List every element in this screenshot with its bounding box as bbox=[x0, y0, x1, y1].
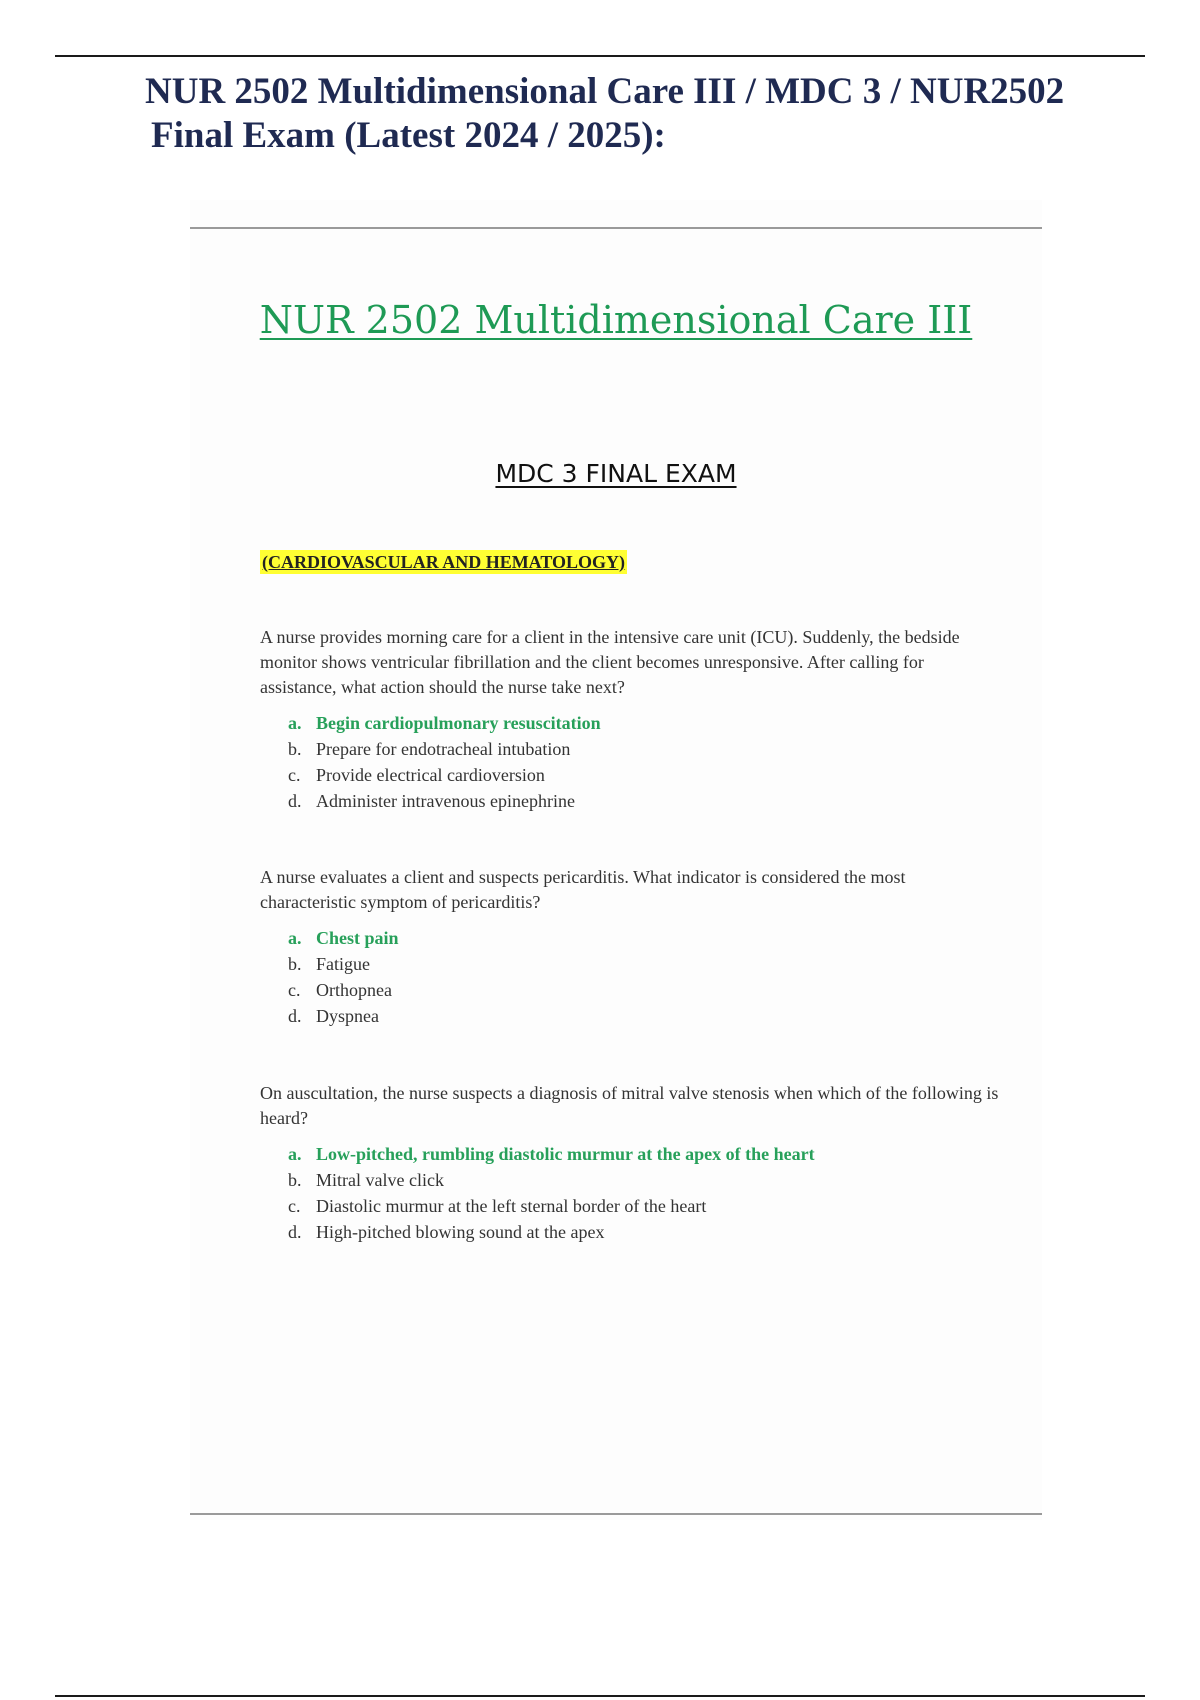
option-letter: d. bbox=[288, 1222, 302, 1242]
embedded-page-top-divider bbox=[190, 227, 1042, 229]
option-text: Administer intravenous epinephrine bbox=[316, 791, 575, 811]
option-letter: d. bbox=[288, 1006, 302, 1026]
section-tag: (CARDIOVASCULAR AND HEMATOLOGY) bbox=[262, 552, 626, 572]
answer-option bbox=[288, 762, 1000, 788]
option-letter: c. bbox=[288, 980, 301, 1000]
document-title-line-1: NUR 2502 Multidimensional Care III / MDC 3 / NUR2502 bbox=[145, 71, 1065, 112]
option-letter: a. bbox=[288, 928, 302, 948]
question-1 bbox=[260, 625, 1000, 814]
answer-option bbox=[288, 1219, 1000, 1245]
option-text: Diastolic murmur at the left sternal border of the heart bbox=[316, 1196, 707, 1216]
question-stem: A nurse evaluates a client and suspects pericarditis. What indicator is considered the most characteristic symptom of pericarditis? bbox=[260, 867, 906, 912]
answer-options bbox=[288, 925, 1000, 1029]
top-divider bbox=[55, 55, 1145, 57]
answer-option bbox=[288, 736, 1000, 762]
answer-option-correct bbox=[288, 1141, 1000, 1167]
option-text: Dyspnea bbox=[316, 1006, 379, 1026]
question-3 bbox=[260, 1081, 1000, 1245]
option-text: Prepare for endotracheal intubation bbox=[316, 739, 571, 759]
exam-heading: MDC 3 FINAL EXAM bbox=[495, 459, 737, 488]
answer-option-correct bbox=[288, 710, 1000, 736]
bottom-divider bbox=[55, 1695, 1145, 1697]
answer-option bbox=[288, 788, 1000, 814]
option-text: Chest pain bbox=[316, 928, 399, 948]
option-text: Orthopnea bbox=[316, 980, 392, 1000]
option-letter: b. bbox=[288, 954, 302, 974]
answer-option bbox=[288, 1167, 1000, 1193]
option-letter: b. bbox=[288, 739, 302, 759]
question-stem: On auscultation, the nurse suspects a diagnosis of mitral valve stenosis when which of the following is heard? bbox=[260, 1083, 999, 1128]
option-letter: a. bbox=[288, 713, 302, 733]
option-letter: c. bbox=[288, 765, 301, 785]
option-text: Begin cardiopulmonary resuscitation bbox=[316, 713, 601, 733]
option-letter: a. bbox=[288, 1144, 302, 1164]
option-letter: b. bbox=[288, 1170, 302, 1190]
document-title-line-2: Final Exam (Latest 2024 / 2025): bbox=[151, 115, 666, 156]
question-stem: A nurse provides morning care for a client in the intensive care unit (ICU). Suddenly, the bedside monitor shows ventricular fibrillation and the client becomes unresponsive. After calling for assistance, what action should the nurse take next? bbox=[260, 627, 960, 697]
option-text: Low-pitched, rumbling diastolic murmur at the apex of the heart bbox=[316, 1144, 815, 1164]
option-text: Fatigue bbox=[316, 954, 370, 974]
answer-option bbox=[288, 1193, 1000, 1219]
option-text: Mitral valve click bbox=[316, 1170, 444, 1190]
option-letter: c. bbox=[288, 1196, 301, 1216]
document-title bbox=[145, 70, 1095, 158]
embedded-page bbox=[190, 200, 1042, 1520]
course-heading: NUR 2502 Multidimensional Care III bbox=[259, 298, 973, 342]
answer-option bbox=[288, 1003, 1000, 1029]
answer-option-correct bbox=[288, 925, 1000, 951]
option-letter: d. bbox=[288, 791, 302, 811]
option-text: Provide electrical cardioversion bbox=[316, 765, 545, 785]
option-text: High-pitched blowing sound at the apex bbox=[316, 1222, 605, 1242]
embedded-page-bottom-divider bbox=[190, 1513, 1042, 1515]
answer-option bbox=[288, 977, 1000, 1003]
question-2 bbox=[260, 865, 1000, 1029]
answer-options bbox=[288, 710, 1000, 814]
answer-option bbox=[288, 951, 1000, 977]
answer-options bbox=[288, 1141, 1000, 1245]
